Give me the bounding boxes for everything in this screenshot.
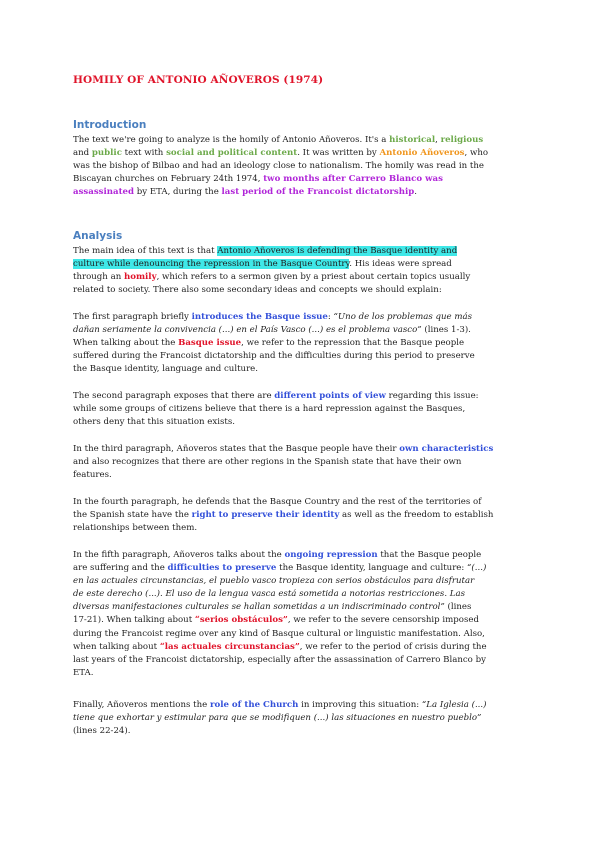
second-paragraph-analysis: The second paragraph exposes that there are different points of view regarding this issue: while some groups of citizens believe that there is a hard repression against the Basques, others deny that this situation exists.: [73, 391, 479, 428]
analysis-heading: Analysis: [73, 230, 123, 242]
analysis-paragraph: The main idea of this text is that Antonio Añoveros is defending the Basque identity and culture while denouncing the repression in the Basque Country. His ideas were spread through an homily, which refers to a sermon given by a priest about certain topics usually related to society. There also some secondary ideas and concepts we should explain:: [73, 246, 471, 296]
intro-heading: Introduction: [73, 119, 147, 131]
third-paragraph-analysis: In the third paragraph, Añoveros states that the Basque people have their own characteristics and also recognizes that there are other regions in the Spanish state that have their own features.: [73, 444, 494, 481]
document-title: HOMILY OF ANTONIO AÑOVEROS (1974): [73, 74, 324, 86]
highlighted-main-idea: Antonio Añoveros is defending the Basque identity and: [217, 246, 458, 256]
intro-paragraph: The text we're going to analyze is the homily of Antonio Añoveros. It's a historical, religious and public text with social and political content. It was written by Antonio Añoveros, who was the bishop of Bilbao and had an ideology close to nationalism. The homily was read in the Biscayan churches on February 24th 1974, two months after Carrero Blanco was assassinated by ETA, during the last period of the Francoist dictatorship.: [73, 135, 489, 198]
final-paragraph-analysis: Finally, Añoveros mentions the role of the Church in improving this situation: “La Iglesia (...) tiene que exhortar y estimular para que se modifiquen (...) las situaciones en nuestro pueblo” (lines 22-24).: [73, 700, 487, 737]
first-paragraph-analysis: The first paragraph briefly introduces the Basque issue: “Uno de los problemas que más dañan seriamente la convivencia (...) en el País Vasco (...) es el problema vasco” (lines 1-3). When talking about the Basque issue, we refer to the repression that the Basque people suffered during the Francoist dictatorship and the difficulties during this period to preserve the Basque identity, language and culture.: [73, 312, 475, 375]
fifth-paragraph-analysis: In the fifth paragraph, Añoveros talks about the ongoing repression that the Basque people are suffering and the difficulties to preserve the Basque identity, language and culture: “(...) en las actuales circunstancias, el pueblo vasco tropieza con serios obstáculos para disfrutar de este derecho (...). El uso de la lengua vasca está sometida a notorias restricciones. Las diversas manifestaciones culturales se hallan sometidas a un indiscriminado control” (lines 17-21). When talking about “serios obstáculos”, we refer to the severe censorship imposed during the Francoist regime over any kind of Basque cultural or linguistic manifestation. Also, when talking about “las actuales circunstancias”, we refer to the period of crisis during the last years of the Francoist dictatorship, especially after the assassination of Carrero Blanco by ETA.: [73, 550, 487, 678]
fourth-paragraph-analysis: In the fourth paragraph, he defends that the Basque Country and the rest of the territories of the Spanish state have the right to preserve their identity as well as the freedom to establish relationships between them.: [73, 497, 494, 534]
